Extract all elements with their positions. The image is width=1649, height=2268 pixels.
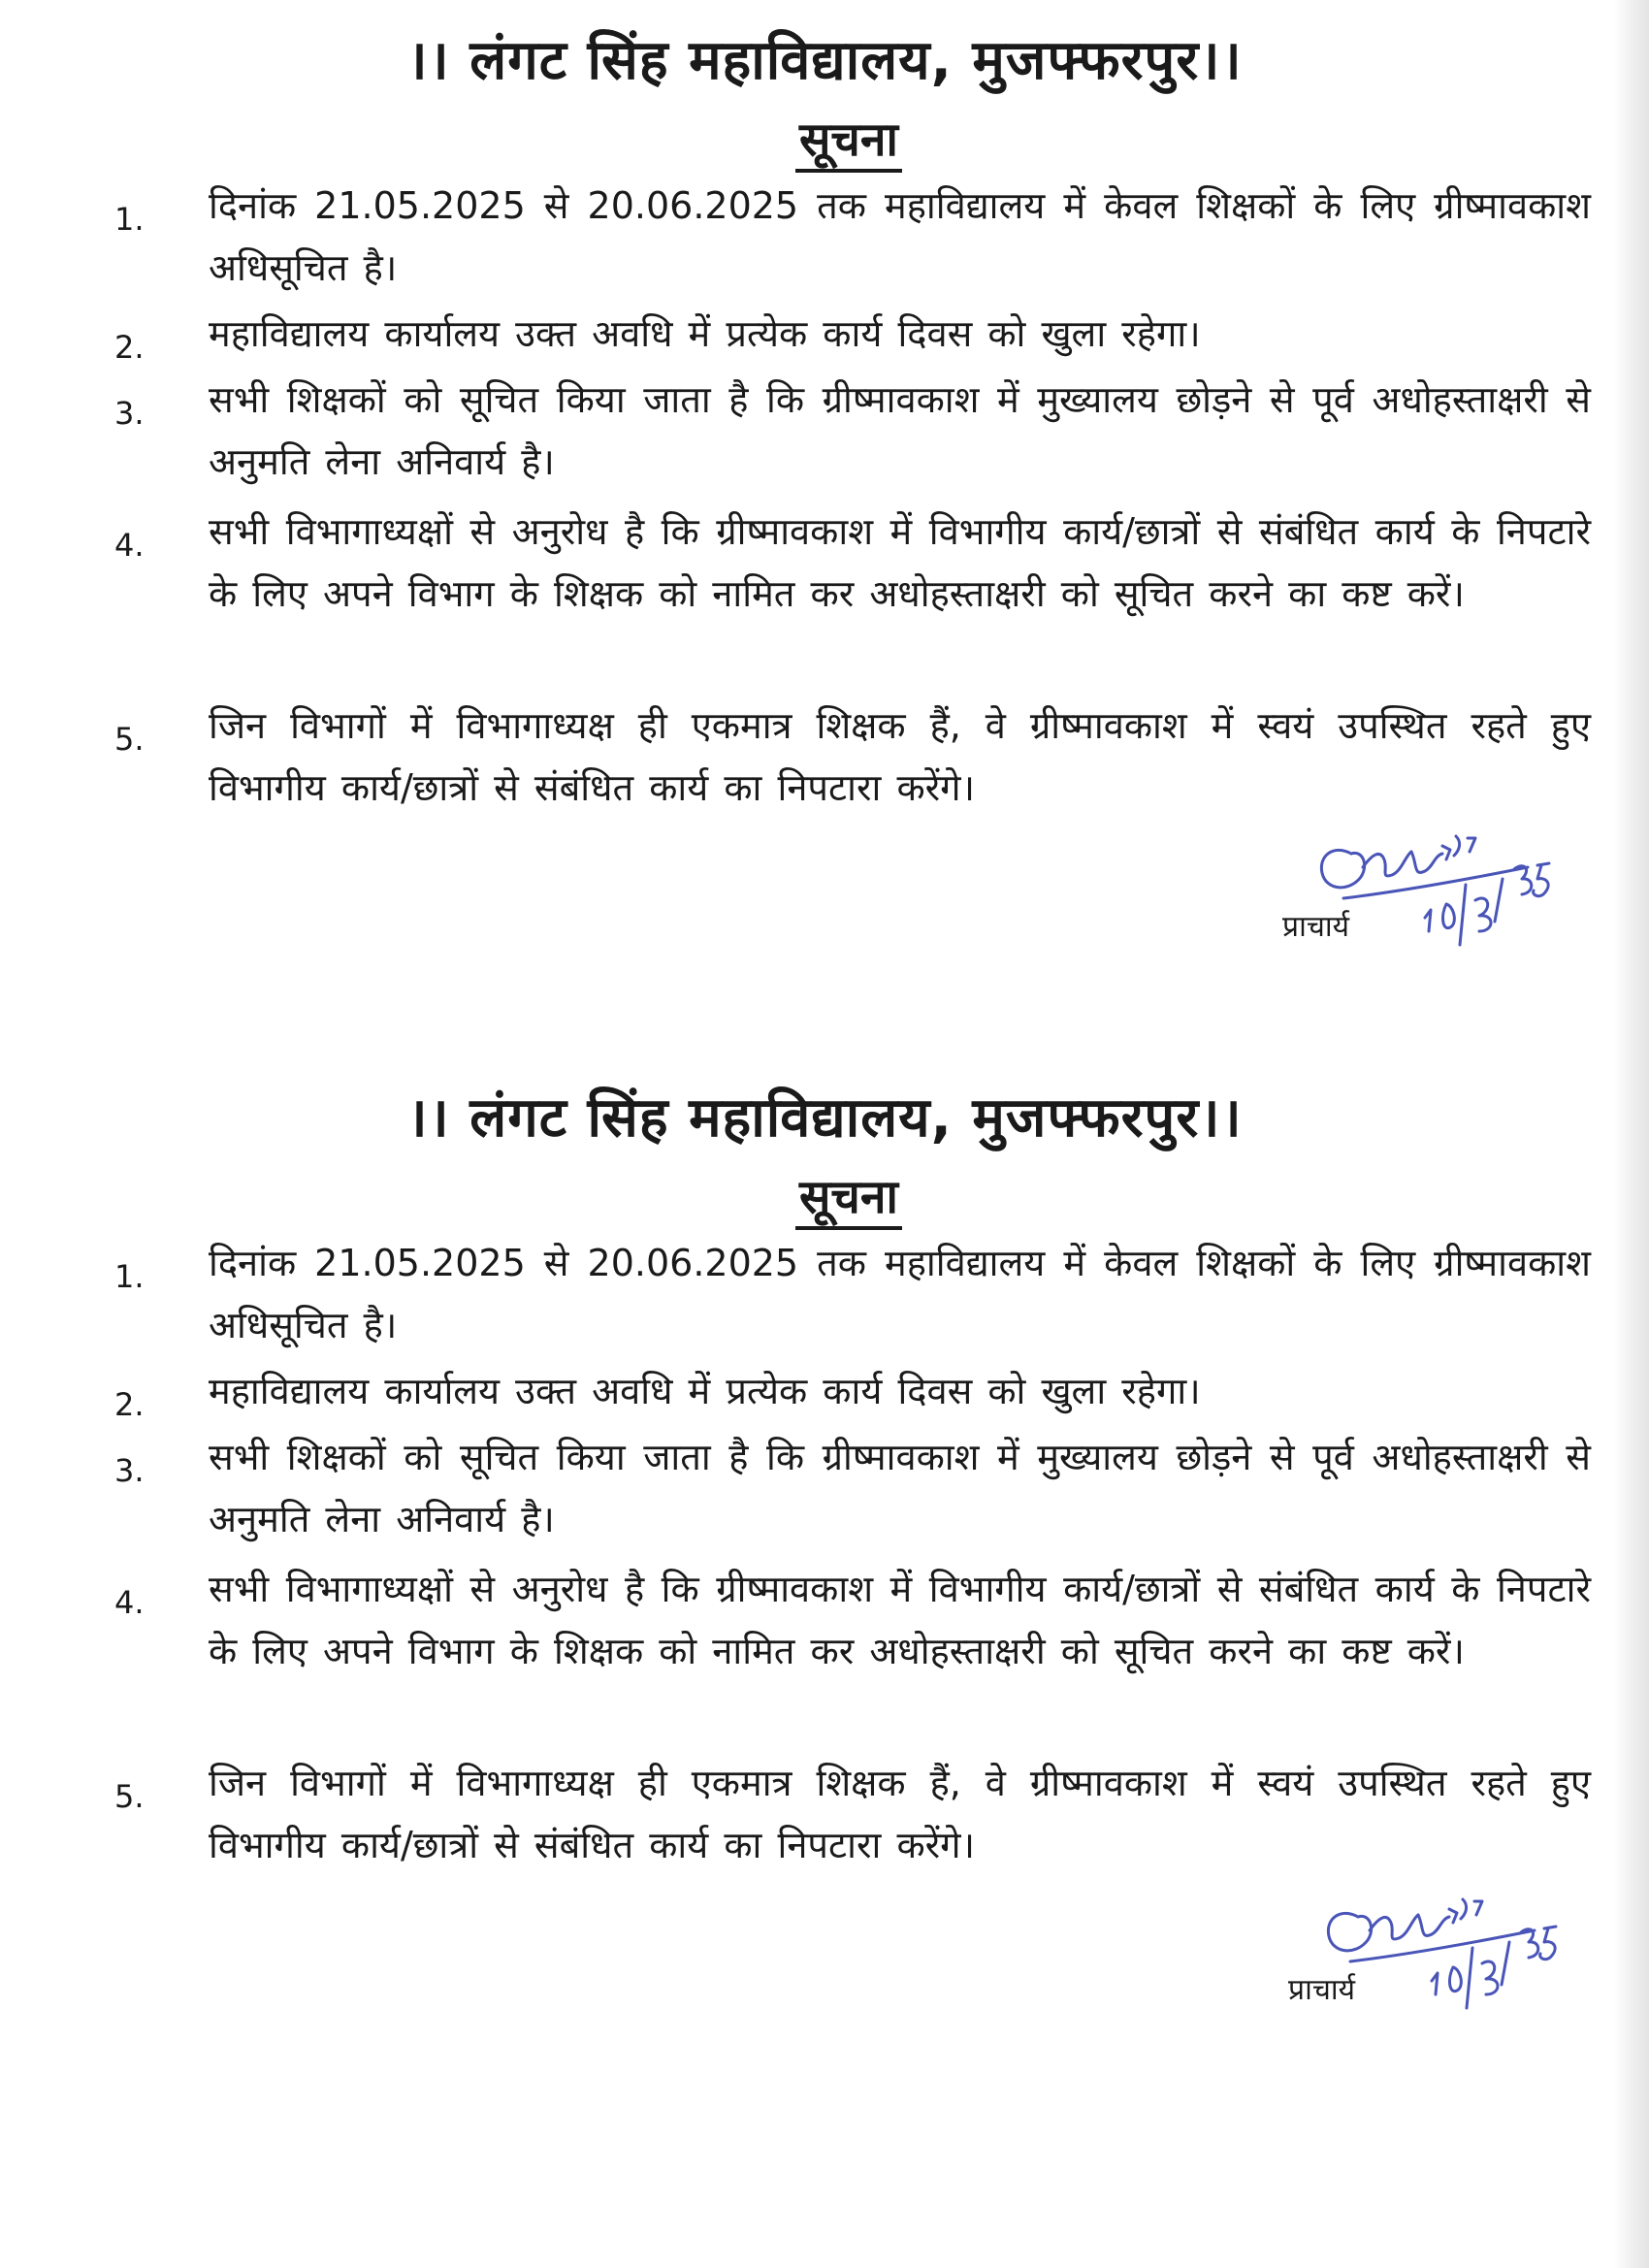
item-text: दिनांक 21.05.2025 से 20.06.2025 तक महाविद्यालय में केवल शिक्षकों के लिए ग्रीष्मावकाश अधिसूचित है। [209,1242,1591,1346]
college-title: ।। लंगट सिंह महाविद्यालय, मुजफ्फरपुर।। [406,1086,1243,1150]
item-number: 1. [114,1258,145,1295]
item-number: 3. [114,395,145,432]
item-number: 5. [114,1778,145,1815]
notice-heading [0,109,1649,171]
item-number: 4. [114,1584,145,1621]
item-text: जिन विभागों में विभागाध्यक्ष ही एकमात्र शिक्षक हैं, वे ग्रीष्मावकाश में स्वयं उपस्थित रहते हुए विभागीय कार्य/छात्रों से संबंधित कार्य का निपटारा करेंगे। [209,1762,1591,1866]
item-text: जिन विभागों में विभागाध्यक्ष ही एकमात्र शिक्षक हैं, वे ग्रीष्मावकाश में स्वयं उपस्थित रहते हुए विभागीय कार्य/छात्रों से संबंधित कार्य का निपटारा करेंगे। [209,704,1591,809]
notice-2 [0,1057,1649,2027]
notice-heading-text: सूचना [795,1170,902,1230]
principal-designation: प्राचार्य [1288,1973,1356,2007]
item-text: सभी विभागाध्यक्षों से अनुरोध है कि ग्रीष्मावकाश में विभागीय कार्य/छात्रों से संबंधित कार्य के निपटारे के लिए अपने विभाग के शिक्षक को नामित कर अधोहस्ताक्षरी को सूचित करने का कष्ट करें। [209,1568,1591,1672]
item-text: महाविद्यालय कार्यालय उक्त अवधि में प्रत्येक कार्य दिवस को खुला रहेगा। [209,1370,1201,1412]
notice-heading [0,1166,1649,1228]
item-number: 3. [114,1452,145,1489]
item-number: 4. [114,527,145,564]
item-number: 2. [114,329,145,366]
college-title: ।। लंगट सिंह महाविद्यालय, मुजफ्फरपुर।। [406,29,1243,92]
notice-heading-text: सूचना [795,113,902,173]
principal-designation: प्राचार्य [1282,910,1350,944]
item-text: सभी शिक्षकों को सूचित किया जाता है कि ग्रीष्मावकाश में मुख्यालय छोड़ने से पूर्व अधोहस्ताक्षरी से अनुमति लेना अनिवार्य है। [209,1436,1591,1540]
item-number: 5. [114,721,145,758]
notice-1 [0,0,1649,970]
item-number: 2. [114,1386,145,1423]
item-text: सभी शिक्षकों को सूचित किया जाता है कि ग्रीष्मावकाश में मुख्यालय छोड़ने से पूर्व अधोहस्ताक्षरी से अनुमति लेना अनिवार्य है। [209,378,1591,483]
item-text: महाविद्यालय कार्यालय उक्त अवधि में प्रत्येक कार्य दिवस को खुला रहेगा। [209,312,1201,355]
item-number: 1. [114,201,145,238]
item-text: सभी विभागाध्यक्षों से अनुरोध है कि ग्रीष्मावकाश में विभागीय कार्य/छात्रों से संबंधित कार्य के निपटारे के लिए अपने विभाग के शिक्षक को नामित कर अधोहस्ताक्षरी को सूचित करने का कष्ट करें। [209,510,1591,615]
item-text: दिनांक 21.05.2025 से 20.06.2025 तक महाविद्यालय में केवल शिक्षकों के लिए ग्रीष्मावकाश अधिसूचित है। [209,184,1591,289]
